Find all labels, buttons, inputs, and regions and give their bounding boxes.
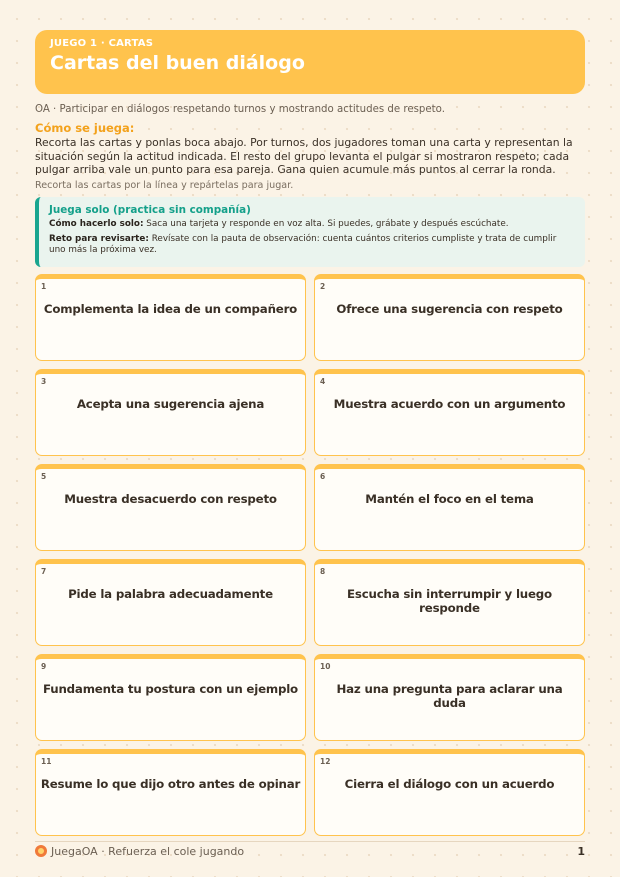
card-label: Resume lo que dijo otro antes de opinar: [40, 777, 301, 791]
card-number: 11: [41, 757, 52, 766]
card-7: [35, 559, 306, 646]
card-label: Complementa la idea de un compañero: [43, 302, 298, 316]
card-number: 2: [320, 282, 326, 291]
card-label: Muestra desacuerdo con respeto: [64, 492, 277, 506]
card-8: [314, 559, 585, 646]
card-number: 12: [320, 757, 331, 766]
game-kicker: JUEGO 1 · CARTAS: [50, 38, 154, 49]
card-number: 1: [41, 282, 47, 291]
card-label: Escucha sin interrumpir y luego responde: [347, 587, 552, 615]
solo-review-text: Revísate con la pauta de observación: cuenta cuántos criterios cumpliste y trata de cumplir uno más la próxima vez.: [49, 233, 557, 256]
card-label: Acepta una sugerencia ajena: [76, 397, 265, 411]
solo-review: [49, 234, 575, 257]
card-9: [35, 654, 306, 741]
card-label: Haz una pregunta para aclarar una duda: [336, 682, 563, 710]
card-12: [314, 749, 585, 836]
howto-instructions: Recorta las cartas y ponlas boca abajo. Por turnos, dos jugadores toman una carta y representan la situación según la actitud indicada. El resto del grupo levanta el pulgar si mostraron respeto; cada pulgar arriba vale un punto para esa pareja. Gana quien acumule más puntos al cerrar la ronda.: [35, 136, 573, 177]
card-number: 9: [41, 662, 47, 671]
solo-play-box: [35, 197, 585, 267]
card-label: Fundamenta tu postura con un ejemplo: [43, 682, 298, 696]
card-2: [314, 274, 585, 361]
card-4: [314, 369, 585, 456]
footer-divider: [35, 841, 585, 842]
solo-review-label: Reto para revisarte:: [49, 233, 149, 244]
card-10: [314, 654, 585, 741]
footer-brand: JuegaOA · Refuerza el cole jugando: [51, 844, 245, 858]
solo-how: [49, 219, 575, 231]
card-1: [35, 274, 306, 361]
page-header: [35, 30, 585, 94]
card-number: 7: [41, 567, 47, 576]
card-number: 3: [41, 377, 47, 386]
card-number: 10: [320, 662, 331, 671]
solo-how-text: Saca una tarjeta y responde en voz alta. Si puedes, grábate y después escúchate.: [146, 219, 509, 229]
learning-objective: OA · Participar en diálogos respetando turnos y mostrando actitudes de respeto.: [35, 104, 445, 115]
page-footer: [35, 843, 585, 859]
solo-title: Juega solo (practica sin compañía): [49, 204, 251, 216]
card-number: 8: [320, 567, 326, 576]
page-title: Cartas del buen diálogo: [50, 52, 305, 74]
card-number: 4: [320, 377, 326, 386]
cut-note: Recorta las cartas por la línea y repártelas para jugar.: [35, 180, 294, 191]
card-label: Muestra acuerdo con un argumento: [333, 397, 566, 411]
card-label: Pide la palabra adecuadamente: [68, 587, 273, 601]
card-5: [35, 464, 306, 551]
card-11: [35, 749, 306, 836]
page-number: 1: [577, 844, 585, 858]
howto-heading: Cómo se juega:: [35, 121, 135, 135]
card-label: Cierra el diálogo con un acuerdo: [344, 777, 555, 791]
brand-logo-icon: [35, 845, 47, 857]
solo-how-label: Cómo hacerlo solo:: [49, 219, 144, 229]
card-number: 5: [41, 472, 47, 481]
card-6: [314, 464, 585, 551]
card-number: 6: [320, 472, 326, 481]
card-label: Ofrece una sugerencia con respeto: [336, 302, 563, 316]
card-3: [35, 369, 306, 456]
card-label: Mantén el foco en el tema: [365, 492, 534, 506]
